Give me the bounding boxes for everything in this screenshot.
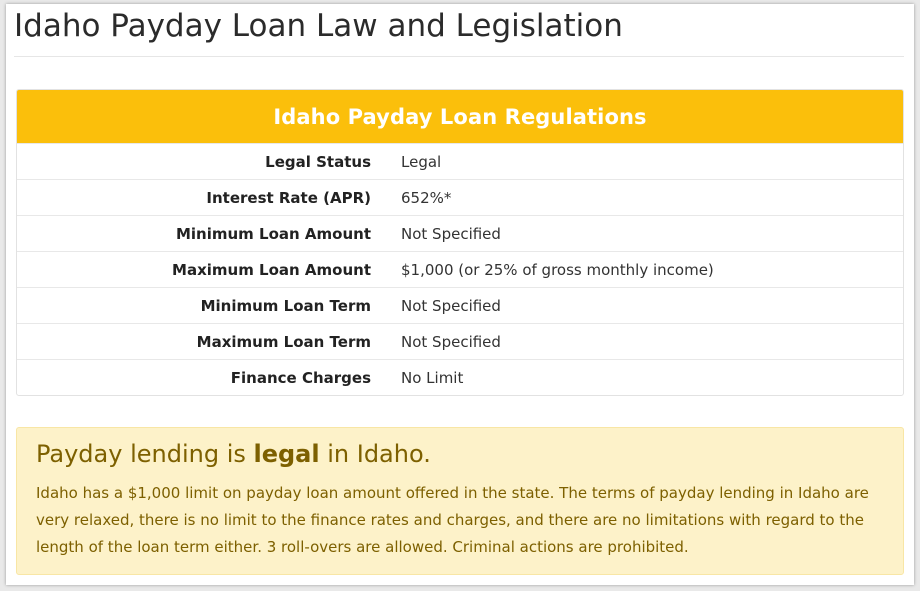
row-value: Not Specified (401, 296, 501, 315)
table-row-minimum-loan-term (17, 287, 903, 323)
callout-heading (36, 440, 884, 468)
heading-suffix: in Idaho. (319, 440, 431, 468)
row-value: Not Specified (401, 224, 501, 243)
heading-emphasis: legal (253, 440, 320, 468)
row-value: $1,000 (or 25% of gross monthly income) (401, 260, 714, 279)
row-label: Interest Rate (APR) (206, 188, 371, 207)
title-divider (14, 56, 904, 57)
legal-status-callout (16, 427, 904, 575)
row-label: Finance Charges (230, 368, 371, 387)
table-row-finance-charges (17, 359, 903, 395)
row-label: Maximum Loan Term (196, 332, 371, 351)
row-value: 652%* (401, 188, 452, 207)
callout-body: Idaho has a $1,000 limit on payday loan amount offered in the state. The terms of payday lending in Idaho are very relaxed, there is no limit to the finance rates and charges, and there are no limitations with regard to the length of the loan term either. 3 roll-overs are allowed. Criminal actions are prohibited. (36, 484, 869, 556)
heading-prefix: Payday lending is (36, 440, 254, 468)
regulations-table (16, 89, 904, 396)
page-title: Idaho Payday Loan Law and Legislation (14, 8, 623, 44)
table-row-interest-rate (17, 179, 903, 215)
row-value: Not Specified (401, 332, 501, 351)
row-value: Legal (401, 152, 442, 171)
content-card (6, 4, 914, 585)
row-value: No Limit (401, 368, 464, 387)
table-row-legal-status (17, 143, 903, 179)
row-label: Maximum Loan Amount (172, 260, 371, 279)
row-label: Legal Status (265, 152, 371, 171)
table-row-minimum-loan-amount (17, 215, 903, 251)
table-row-maximum-loan-amount (17, 251, 903, 287)
row-label: Minimum Loan Term (200, 296, 371, 315)
row-label: Minimum Loan Amount (175, 224, 371, 243)
regulations-table-header: Idaho Payday Loan Regulations (17, 90, 903, 143)
table-row-maximum-loan-term (17, 323, 903, 359)
